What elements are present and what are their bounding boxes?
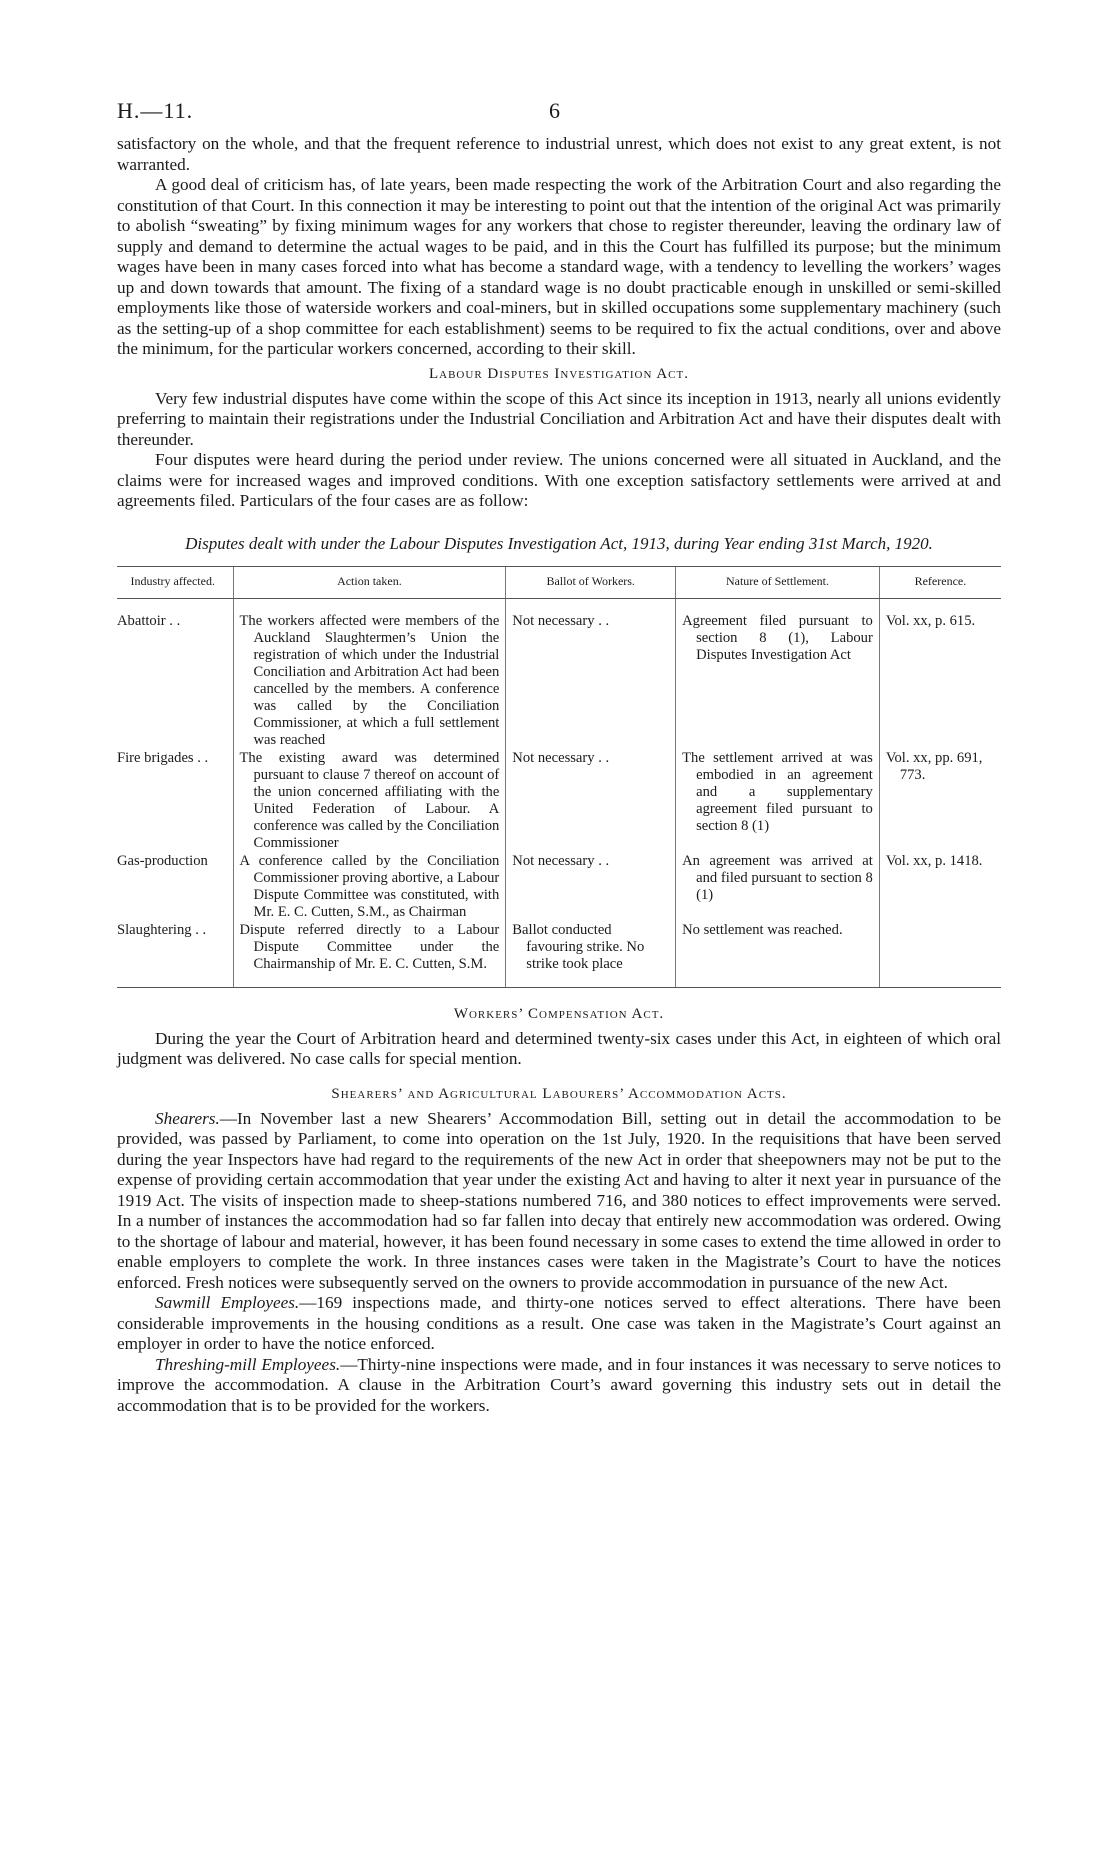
cell-settlement: An agreement was arrived at and filed pursuant to section 8 (1) — [676, 852, 880, 921]
threshing-text: —Thirty-nine inspections were made, and in four instances it was necessary to serve notices to improve the accommodation. A clause in the Arbitration Court’s award governing this industry sets out in detail the accommodation that is to be provided for the workers. — [117, 1354, 1001, 1415]
column-header-action: Action taken. — [233, 566, 506, 598]
cell-industry: Fire brigades . . — [117, 749, 209, 766]
intro-paragraph-2: A good deal of criticism has, of late years, been made respecting the work of the Arbitration Court and also regarding the constitution of that Court. In this connection it may be interesting to point out that the intention of the original Act was primarily to abolish “sweating” by fixing minimum wages for any workers that chose to register thereunder, leaving the ordinary law of supply and demand to determine the actual wages to be paid, and in this the Court has fulfilled its purpose; but the minimum wages have been in many cases forced into what has become a standard wage, with a tendency to levelling the workers’ wages up and down towards that amount. The fixing of a standard wage is no doubt practicable enough in unskilled or semi-skilled employments like those of waterside workers and coal-miners, but in skilled occupations some supplementary machinery (such as the setting-up of a shop committee for each establishment) seems to be required to fix the actual conditions, over and above the minimum, for the particular workers concerned, according to their skill. — [117, 175, 1001, 358]
cell-reference: Vol. xx, p. 615. — [879, 598, 1001, 749]
cell-industry: Gas-production — [117, 852, 208, 869]
cell-settlement: The settlement arrived at was embodied in an agreement and a supplementary agreement filed pursuant to section 8 (1) — [676, 749, 880, 852]
disputes-table — [117, 566, 1001, 988]
document-reference: H.—11. — [117, 98, 194, 123]
cell-industry: Abattoir . . — [117, 612, 181, 629]
cell-ballot: Ballot conducted favouring strike. No strike took place — [506, 921, 676, 988]
document-page — [117, 98, 1001, 1416]
threshing-label: Threshing-mill Employees. — [155, 1354, 341, 1374]
intro-paragraph-1: satisfactory on the whole, and that the frequent reference to industrial unrest, which does not exist to any great extent, is not warranted. — [117, 134, 1001, 174]
cell-settlement: Agreement filed pursuant to section 8 (1), Labour Disputes Investigation Act — [676, 598, 880, 749]
shearers-label: Shearers. — [155, 1108, 220, 1128]
table-header-row — [117, 566, 1001, 598]
page-number: 6 — [549, 98, 560, 123]
cell-ballot: Not necessary . . — [506, 749, 676, 852]
sawmill-text: —169 inspections made, and thirty-one notices served to effect alterations. There have been considerable improvements in the housing conditions as a result. One case was taken in the Magistrate’s Court against an employer in order to have the notice enforced. — [117, 1293, 1001, 1353]
threshing-paragraph — [117, 1355, 1001, 1417]
cell-reference: Vol. xx, pp. 691, 773. — [879, 749, 1001, 852]
ldi-paragraph-2: Four disputes were heard during the period under review. The unions concerned were all situated in Auckland, and the claims were for increased wages and improved conditions. With one exception satisfactory settlements were arrived at and agreements filed. Particulars of the four cases are as follow: — [117, 450, 1001, 510]
table-row — [117, 749, 1001, 852]
shearers-text: —In November last a new Shearers’ Accommodation Bill, setting out in detail the accommodation to be provided, was passed by Parliament, to come into operation on the 1st July, 1920. In the requisitions that have been served during the year Inspectors have had regard to the requirements of the new Act in order that sheepowners may not be put to the expense of providing certain accommodation that year under the existing Act and having to alter it next year in pursuance of the 1919 Act. The visits of inspection made to sheep-stations numbered 716, and 380 notices to effect improvements were served. In a number of instances the accommodation had so far fallen into decay that entirely new accommodation was ordered. Owing to the shortage of labour and material, however, it has been found necessary in some cases to extend the time allowed in order to enable employers to complete the work. In three instances cases were taken in the Magistrate’s Court to have the notices enforced. Fresh notices were subsequently served on the owners to provide accommodation in pursuance of the new Act. — [117, 1108, 1001, 1292]
cell-industry: Slaughtering . . — [117, 921, 233, 988]
ldi-paragraph-1: Very few industrial disputes have come within the scope of this Act since its inception in 1913, nearly all unions evidently preferring to maintain their registrations under the Industrial Conciliation and Arbitration Act and have their disputes dealt with thereunder. — [117, 388, 1001, 449]
page-header — [117, 98, 1001, 128]
sawmill-paragraph — [117, 1293, 1001, 1355]
table-row — [117, 921, 1001, 988]
column-header-settlement: Nature of Settlement. — [676, 566, 880, 598]
cell-action: The workers affected were members of the Auckland Slaughtermen’s Union the registration of which under the Industrial Conciliation and Arbitration Act had been cancelled by the members. A conference was called by the Conciliation Commissioner, at which a full settlement was reached — [233, 598, 506, 749]
column-header-ballot: Ballot of Workers. — [506, 566, 676, 598]
column-header-reference: Reference. — [879, 566, 1001, 598]
section-heading-workers-compensation: Workers’ Compensation Act. — [453, 1005, 665, 1022]
section-heading-accommodation: Shearers’ and Agricultural Labourers’ Accommodation Acts. — [331, 1085, 787, 1102]
cell-settlement: No settlement was reached. — [676, 921, 880, 988]
sawmill-label: Sawmill Employees. — [155, 1293, 300, 1312]
cell-reference — [879, 921, 1001, 988]
wc-paragraph: During the year the Court of Arbitration heard and determined twenty-six cases under this Act, in eighteen of which oral judgment was delivered. No case calls for special mention. — [117, 1028, 1001, 1068]
cell-ballot: Not necessary . . — [506, 598, 676, 749]
section-heading-ldi: Labour Disputes Investigation Act. — [428, 365, 689, 382]
shearers-paragraph — [117, 1109, 1001, 1294]
cell-action: Dispute referred directly to a Labour Dispute Committee under the Chairmanship of Mr. E. C. Cutten, S.M. — [233, 921, 506, 988]
cell-action: A conference called by the Conciliation Commissioner proving abortive, a Labour Dispute Committee was constituted, with Mr. E. C. Cutten, S.M., as Chairman — [233, 852, 506, 921]
table-caption: Disputes dealt with under the Labour Disputes Investigation Act, 1913, during Year ending 31st March, 1920. — [185, 533, 933, 553]
table-row — [117, 852, 1001, 921]
cell-action: The existing award was determined pursuant to clause 7 thereof on account of the union concerned affiliating with the United Federation of Labour. A conference was called by the Conciliation Commissioner — [233, 749, 506, 852]
cell-reference: Vol. xx, p. 1418. — [879, 852, 1001, 921]
cell-ballot: Not necessary . . — [506, 852, 676, 921]
table-row — [117, 598, 1001, 749]
column-header-industry: Industry affected. — [117, 566, 233, 598]
